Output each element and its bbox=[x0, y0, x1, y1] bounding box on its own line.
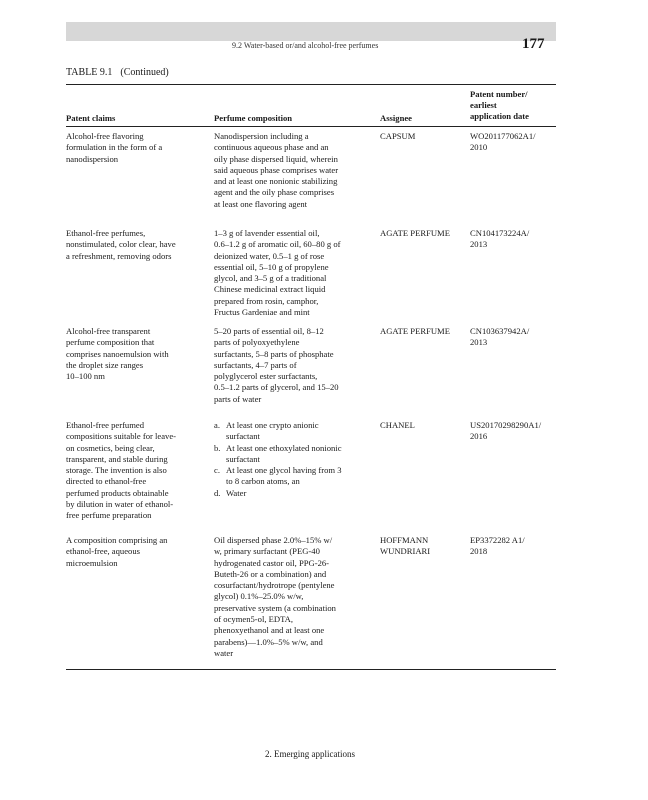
column-header-composition: Perfume composition bbox=[214, 113, 293, 123]
row1-claims: Alcohol-free flavoring formulation in the form of a nanodispersion bbox=[66, 131, 163, 164]
composition-list bbox=[214, 420, 374, 499]
row3-composition: 5–20 parts of essential oil, 8–12 parts of polyoxyethylene surfactants, 5–8 parts of phosphate surfactants, 4–7 parts of polyglycerol ester surfactants, 0.5–1.2 parts of glycerol, and 15–20 parts of water bbox=[214, 326, 339, 404]
table-label bbox=[66, 67, 169, 78]
list-marker: c. bbox=[214, 465, 220, 476]
list-item bbox=[214, 465, 374, 488]
table-header-rule bbox=[66, 126, 556, 127]
row3-assignee: AGATE PERFUME bbox=[380, 326, 450, 336]
list-item-text: At least one crypto anionic surfactant bbox=[226, 420, 319, 442]
table-number: TABLE 9.1 bbox=[66, 67, 113, 78]
column-header-assignee: Assignee bbox=[380, 113, 412, 123]
column-header-claims: Patent claims bbox=[66, 113, 116, 123]
row5-claims: A composition comprising an ethanol-free, aqueous microemulsion bbox=[66, 535, 168, 568]
table-top-rule bbox=[66, 84, 556, 85]
page-footer: 2. Emerging applications bbox=[264, 749, 356, 759]
row5-composition: Oil dispersed phase 2.0%–15% w/ w, primary surfactant (PEG-40 hydrogenated castor oil, PPG-26- Buteth-26 or a combination) and cosurfactant/hydrotrope (pentylene glycol) 0.1%–25.0% w/w, preservative system (a combination of ocymen5-ol, EDTA, phenoxyethanol and at least one parabens)—1.0%–5% w/w, and water bbox=[214, 535, 336, 658]
row4-composition bbox=[214, 420, 374, 499]
row4-claims: Ethanol-free perfumed compositions suitable for leave- on cosmetics, being clear, transparent, and stable during storage. The invention is also directed to ethanol-free perfumed products obtainable by dilution in water of ethanol- free perfume preparation bbox=[66, 420, 177, 521]
table-continued: (Continued) bbox=[120, 67, 169, 78]
list-item bbox=[214, 443, 374, 466]
list-item-text: Water bbox=[226, 487, 247, 498]
page-number: 177 bbox=[522, 36, 545, 52]
list-marker: a. bbox=[214, 420, 220, 430]
row5-assignee: HOFFMANN WUNDRIARI bbox=[380, 535, 431, 557]
row1-composition: Nanodispersion including a continuous aqueous phase and an oily phase dispersed liquid, wherein said aqueous phase comprises water and at least one nonionic stabilizing agent and the oily phase comprises at least one flavoring agent bbox=[214, 131, 339, 209]
row2-claims: Ethanol-free perfumes, nonstimulated, color clear, have a refreshment, removing odors bbox=[66, 228, 176, 261]
row2-assignee: AGATE PERFUME bbox=[380, 228, 450, 238]
row3-claims: Alcohol-free transparent perfume composition that comprises nanoemulsion with the droplet size ranges 10–100 nm bbox=[66, 326, 169, 382]
table-bottom-rule bbox=[66, 669, 556, 670]
header-bar bbox=[66, 22, 556, 41]
list-marker: b. bbox=[214, 442, 221, 453]
list-item bbox=[214, 488, 374, 499]
list-item-text: At least one glycol having from 3 to 8 carbon atoms, an bbox=[226, 465, 342, 487]
list-marker: d. bbox=[214, 487, 221, 498]
running-head: 9.2 Water-based or/and alcohol-free perfumes bbox=[232, 41, 379, 50]
row1-assignee: CAPSUM bbox=[380, 131, 416, 141]
list-item-text: At least one ethoxylated nonionic surfactant bbox=[226, 442, 342, 464]
row2-composition: 1–3 g of lavender essential oil, 0.6–1.2 g of aromatic oil, 60–80 g of deionized water, 0.5–1 g of rose essential oil, 5–10 g of propylene glycol, and 3–5 g of a traditional Chinese medicinal extract liquid prepared from rosin, camphor, Fructus Gardeniae and mint bbox=[214, 228, 341, 318]
column-header-patent: Patent number/ earliest application date bbox=[470, 89, 529, 121]
row1-patent: WO201177062A1/ 2010 bbox=[470, 131, 536, 153]
list-item bbox=[214, 420, 374, 443]
row3-patent: CN103637942A/ 2013 bbox=[470, 326, 530, 348]
row2-patent: CN104173224A/ 2013 bbox=[470, 228, 530, 250]
row4-patent: US20170298290A1/ 2016 bbox=[470, 420, 542, 442]
row5-patent: EP3372282 A1/ 2018 bbox=[470, 535, 525, 557]
row4-assignee: CHANEL bbox=[380, 420, 415, 430]
